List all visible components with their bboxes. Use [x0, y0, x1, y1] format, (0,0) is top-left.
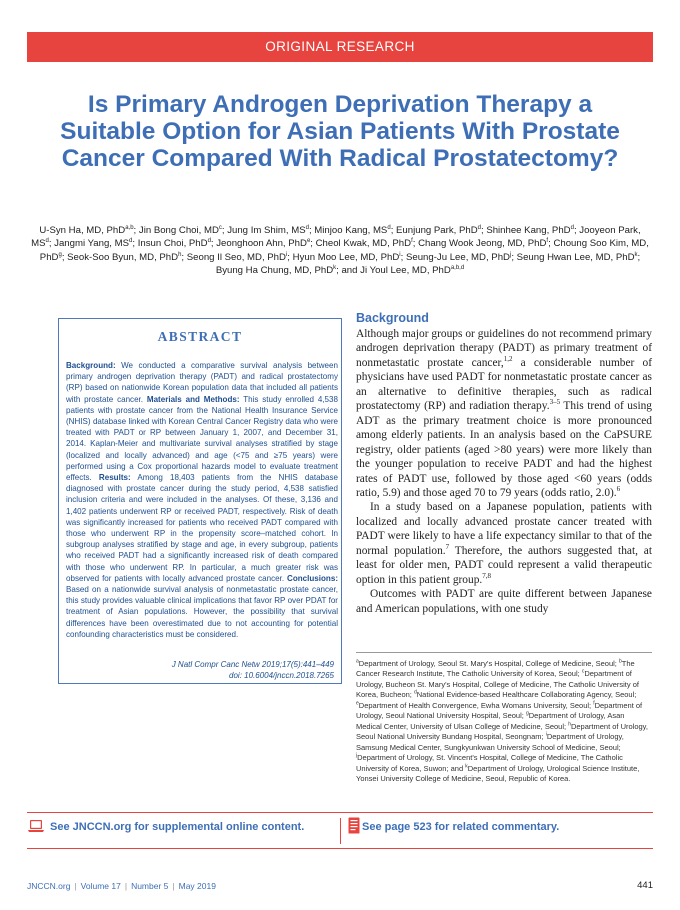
affiliation-text: Department of Urology, Seoul St. Mary's Hospital, College of Medicine, Seoul;: [358, 659, 619, 668]
affiliation-text: Department of Urology, Samsung Medical Center, Sungkyunkwan University School of Medicine, Seoul;: [356, 732, 624, 752]
author-affiliation-mark: a,b: [125, 224, 134, 231]
author-name: Jung Im Shim, MS: [227, 225, 306, 236]
affiliation-mark: d: [413, 689, 417, 696]
abstract-background-label: Background:: [66, 361, 116, 370]
abstract-results-label: Results:: [98, 473, 131, 483]
reference-superscript: 3–5: [549, 398, 561, 407]
affiliation-mark: b: [618, 658, 622, 665]
author-name: Chang Wook Jeong, MD, PhD: [418, 238, 547, 250]
body-paragraph: [356, 500, 652, 587]
author-name: Seung-Ju Lee, MD, PhD: [405, 251, 510, 263]
footer-journal: JNCCN.org: [27, 881, 71, 891]
author-affiliation-mark: d: [207, 238, 211, 245]
affiliation-text: Department of Urology, Asan Medical Center, University of Ulsan College of Medicine, Seoul;: [356, 711, 625, 731]
background-heading: Background: [356, 311, 429, 325]
reference-superscript: 6: [616, 485, 621, 494]
author-affiliation-mark: f: [411, 238, 413, 245]
author-affiliation-mark: g: [58, 251, 62, 258]
author-affiliation-mark: a,b,d: [450, 264, 465, 271]
affiliation-mark: k: [465, 763, 468, 770]
author-name: Jeonghoon Ahn, PhD: [216, 238, 307, 250]
body-text-span: Although major groups or guidelines do not recommend primary androgen deprivation therapy (PADT) as primary treatment of nonmetastatic prostate cancer,: [356, 328, 652, 369]
body-text-span: Outcomes with PADT are quite different between Japanese and American populations, with one study: [356, 588, 652, 615]
author-affiliation-mark: d: [305, 224, 309, 231]
author-list: U-Syn Ha, MD, PhD$^{a,b}$; Jin Bong Choi, $MD^c$; Jung Im Shim, $MS^d$; Minjoo Kang, $MS^d$; Eunjung Park, PhD$^d$; Shinhee Kang, PhD$^d$; Jooyeon Park, $MS^d$; Jangmi Yang, $MS^d$; Insun Choi, PhD$^d$; Jeonghoon Ahn, PhD$^e$; Cheol Kwak, MD, PhD$^f$; Chang Wook Jeong, MD, PhD$^f$; Choung Soo Kim, MD, PhD$^g$; Seok-Soo Byun, MD, PhD$^h$; Seong Il Seo, MD, PhD$^i$; Hyun Moo Lee, MD, PhD$^i$; Seung-Ju Lee, MD, PhD$^j$; Seung Hwan Lee, MD, PhD$^k$; Byung Ha Chung, MD, PhD$^k$; and Ji Youl Lee, MD, PhD$^{a,b,d}$: [31, 224, 649, 276]
affiliation-mark: h: [568, 721, 571, 728]
links-bottom-rule: [27, 848, 653, 849]
author-name: U-Syn Ha, MD, PhD: [39, 225, 126, 236]
citation-journal: J Natl Compr Canc Netw 2019;17(5):441–449: [171, 660, 334, 669]
author-affiliation-mark: e: [306, 238, 311, 245]
book-icon: [348, 817, 360, 834]
abstract-conclusions-label: Conclusions:: [287, 573, 338, 583]
citation-doi: doi: 10.6004/jnccn.2018.7265: [229, 670, 334, 680]
footer-number: Number 5: [131, 881, 169, 891]
author-name: Ji Youl Lee, MD, PhD: [360, 264, 451, 276]
links-divider: [340, 818, 341, 844]
author-affiliation-mark: d: [570, 224, 574, 231]
section-banner: ORIGINAL RESEARCH: [27, 32, 653, 62]
affiliation-mark: a: [356, 658, 359, 665]
author-affiliation-mark: j: [509, 251, 512, 258]
body-text-span: In a study based on a Japanese population, patients with localized and locally advanced prostate cancer treated with PADT were likely to have a life expectancy similar to that of the normal population.: [356, 501, 652, 557]
affiliation-text: Department of Urology, Urological Science Institute, Yonsei University College of Medicine, Seoul, Republic of Korea.: [356, 763, 640, 783]
affiliation-text: Department of Urology, St. Vincent's Hospital, College of Medicine, The Catholic University of Korea, Suwon; and: [356, 753, 623, 773]
affiliation-mark: c: [581, 668, 585, 675]
citation: [150, 660, 334, 681]
body-text-span: Therefore, the authors suggested that, at least for older men, PADT could represent a valid therapeutic option in this patient group.: [356, 544, 652, 586]
affiliation-text: Department of Health Convergence, Ewha Womans University, Seoul;: [358, 700, 594, 710]
author-name: Cheol Kwak, MD, PhD: [315, 238, 412, 250]
body-text-span: This trend of using ADT as the primary treatment choice is more pronounced among elderly patients. In an analysis based on the CaPSURE registry, older patients (aged >80 years) were more likely than the younger population to receive PADT and had the highest rates of PADT use, followed by those aged <60 years (odds ratio, 5.9) and those aged 70 to 79 years (odds ratio, 2.0).: [356, 400, 652, 499]
abstract-background-text: We conducted a comparative survival analysis between primary androgen deprivation therapy (PADT) and radical prostatectomy (RP) based on nationwide Korean population data that included all patients with prostate cancer.: [66, 361, 338, 404]
body-text-span: a considerable number of physicians have used PADT for nonmetastatic prostate cancer as an alternative to definitive therapies, such as radical prostatectomy (RP) and radiation therapy.: [356, 356, 652, 413]
author-name: Choung Soo Kim, MD, PhD: [39, 238, 649, 263]
affiliation-text: Department of Urology, Bucheon St. Mary's Hospital, College of Medicine, The Catholic University of Korea, Bucheon;: [356, 669, 639, 700]
author-name: Seung Hwan Lee, MD, PhD: [516, 251, 635, 263]
author-affiliation-mark: h: [178, 251, 182, 258]
page-footer: JNCCN.org | Volume 17 | Number 5 | May 2019: [27, 881, 216, 891]
author-name: Shinhee Kang, PhD: [486, 225, 571, 236]
author-name: Seok-Soo Byun, MD, PhD: [67, 251, 179, 263]
body-paragraph: [356, 327, 652, 500]
affiliation-mark: j: [356, 752, 358, 759]
author-name: Insun Choi, PhD: [137, 238, 208, 250]
author-affiliation-mark: d: [387, 224, 391, 231]
author-name: Jooyeon Park, MS: [31, 225, 641, 250]
article-title: Is Primary Androgen Deprivation Therapy a Suitable Option for Asian Patients With Prostate Cancer Compared With Radical Prostatectomy?: [60, 91, 620, 172]
footer-volume: Volume 17: [80, 881, 121, 891]
author-affiliation-mark: f: [546, 238, 549, 245]
affiliation-text: Department of Urology, Seoul National University Bundang Hospital, Seongnam;: [356, 721, 648, 742]
abstract-methods-label: Materials and Methods:: [146, 394, 240, 404]
related-commentary-link[interactable]: See page 523 for related commentary.: [362, 821, 560, 833]
author-name: Jin Bong Choi, MD: [138, 225, 219, 236]
reference-superscript: 7,8: [482, 571, 491, 580]
author-affiliation-mark: i: [399, 251, 401, 258]
affiliation-divider: [356, 652, 652, 653]
abstract-methods-text: This study enrolled 4,538 patients with prostate cancer from the National Health Insurance Service (NHIS) database linked with Korean Central Cancer Registry data who were treated with PADT or RP between January 1, 2007, and December 31, 2014. Kaplan-Meier and multivariate survival analyses stratified by stage (localized and locally advanced) and age (<75 and ≥75 years) were performed using a Cox proportional hazards model to evaluate treatment effects.: [66, 394, 338, 483]
author-affiliation-mark: c: [218, 224, 222, 231]
footer-date: May 2019: [178, 881, 216, 891]
abstract-text: [66, 360, 338, 640]
author-affiliation-mark: i: [285, 251, 288, 258]
affiliation-text: National Evidence-based Healthcare Collaborating Agency, Seoul;: [416, 690, 637, 700]
author-affiliation-mark: k: [333, 264, 337, 271]
body-text: [356, 327, 652, 616]
affiliations: [356, 659, 648, 784]
abstract-heading: ABSTRACT: [157, 329, 243, 344]
author-name: Hyun Moo Lee, MD, PhD: [292, 251, 400, 263]
reference-superscript: 7: [445, 543, 450, 551]
links-top-rule: [27, 812, 653, 813]
affiliation-mark: g: [525, 710, 529, 717]
affiliation-text: The Cancer Research Institute, The Catholic University of Korea, Seoul;: [356, 659, 635, 679]
page-number: 441: [637, 880, 653, 891]
affiliation-mark: i: [545, 731, 547, 738]
affiliation-mark: e: [356, 700, 359, 707]
author-name: Minjoo Kang, MS: [314, 225, 388, 236]
affiliation-mark: f: [593, 700, 595, 707]
author-affiliation-mark: k: [634, 251, 638, 258]
laptop-icon: [28, 818, 44, 834]
author-name: Byung Ha Chung, MD, PhD: [215, 264, 334, 276]
author-affiliation-mark: d: [477, 224, 481, 231]
author-affiliation-mark: d: [45, 238, 49, 245]
reference-superscript: 1,2: [503, 355, 513, 364]
author-affiliation-mark: d: [129, 238, 133, 245]
author-name: Seong Il Seo, MD, PhD: [186, 251, 286, 263]
supplemental-content-link[interactable]: See JNCCN.org for supplemental online content.: [50, 821, 305, 833]
abstract-conclusions-text: Based on a nationwide survival analysis of nonmetastatic prostate cancer, this study provides valuable clinical implications that favor RP over PDAT for treatment of Asian populations. However, the possibility that survival differences have been overestimated due to not accounting for potential confounding characteristics must be considered.: [66, 585, 338, 639]
body-paragraph: [356, 587, 652, 616]
abstract-results-text: Among 18,403 patients from the NHIS database diagnosed with prostate cancer during the study period, 4,538 satisfied inclusion criteria and were included in the analyses. Of these, 3,136 and 1,402 patients underwent RP or received PADT, respectively. Risk of death was significantly increased for patients who received PADT compared with those who underwent RP in the propensity score–matched cohort. In subgroup analyses stratified by stage and age, in every subgroup, patients who received PADT had a significantly increased risk of death compared with those who underwent RP. In particular, a much greater risk was observed for patients with locally advanced prostate cancer.: [66, 473, 338, 583]
author-name: Eunjung Park, PhD: [396, 225, 478, 236]
author-name: Jangmi Yang, MS: [54, 238, 130, 250]
affiliation-text: Department of Urology, Seoul National University Hospital, Seoul;: [356, 700, 643, 721]
